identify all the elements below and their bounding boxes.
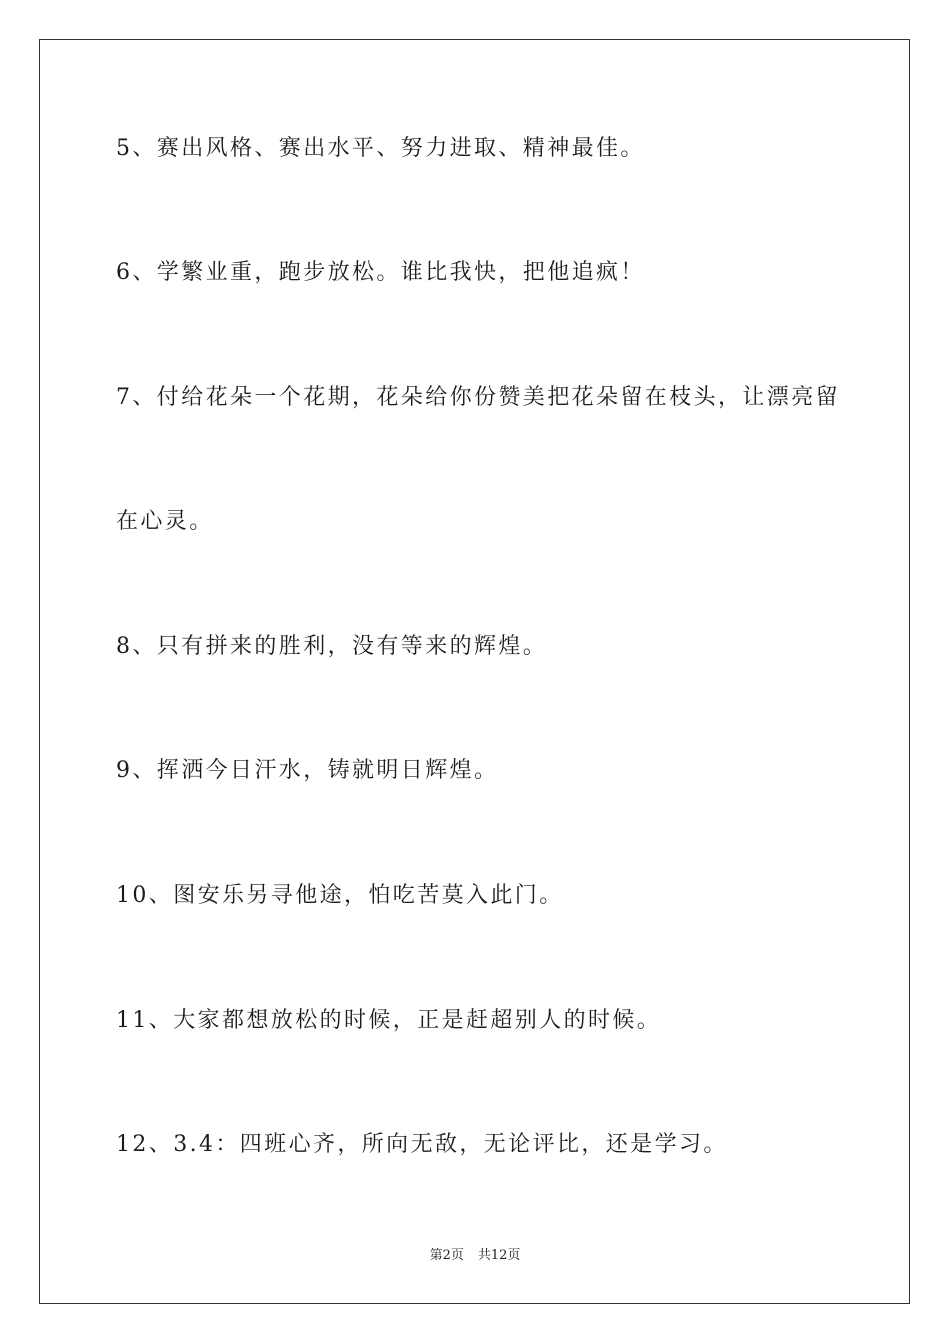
slogan-line-10: 10、图安乐另寻他途，怕吃苦莫入此门。 xyxy=(116,883,564,908)
slogan-line-9: 9、挥洒今日汗水，铸就明日辉煌。 xyxy=(116,758,499,783)
slogan-line-11: 11、大家都想放松的时候，正是赶超别人的时候。 xyxy=(116,1008,662,1033)
slogan-line-7-continued: 在心灵。 xyxy=(116,509,214,534)
slogan-line-7: 7、付给花朵一个花期，花朵给你份赞美把花朵留在枝头，让漂亮留 xyxy=(116,385,840,410)
page-total: 共12页 xyxy=(477,1248,521,1263)
slogan-line-12: 12、3.4：四班心齐，所向无敌，无论评比，还是学习。 xyxy=(116,1132,728,1157)
slogan-line-5: 5、赛出风格、赛出水平、努力进取、精神最佳。 xyxy=(116,136,645,161)
slogan-line-8: 8、只有拼来的胜利，没有等来的辉煌。 xyxy=(116,634,548,659)
slogan-line-6: 6、学繁业重，跑步放松。谁比我快，把他追疯！ xyxy=(116,260,645,285)
page-footer xyxy=(0,1247,950,1265)
page-number: 第2页 xyxy=(429,1248,464,1263)
page-border xyxy=(39,39,910,1304)
